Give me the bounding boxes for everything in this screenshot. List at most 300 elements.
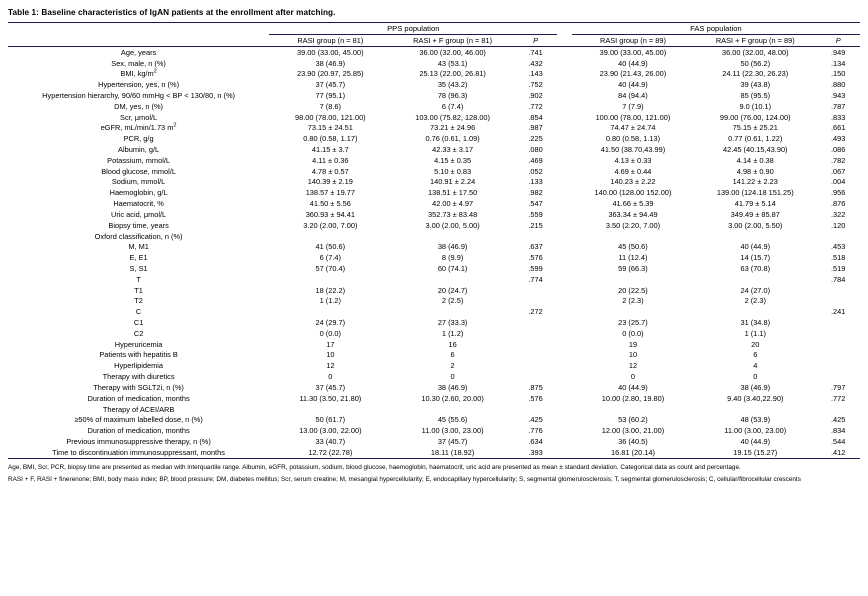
group-header-row [8, 23, 860, 35]
row-label: Patients with hepatitis B [99, 350, 178, 360]
table-row [8, 68, 860, 79]
table-footnotes [8, 463, 860, 485]
row-cell: 13.00 (3.00, 22.00) [299, 426, 362, 436]
row-cell: 10.30 (2.60, 20.00) [421, 393, 484, 403]
row-label: Sex, male, n (%) [111, 58, 166, 68]
row-cell: 98.00 (78.00, 121.00) [294, 112, 366, 122]
row-cell: .834 [831, 426, 846, 436]
row-cell: 1 (1.1) [744, 328, 766, 338]
column-header-row [8, 35, 860, 47]
row-cell-spacer [557, 317, 572, 328]
row-label: C [135, 307, 142, 317]
row-cell: 73.21 ± 24.96 [430, 123, 476, 133]
group-header-blank [8, 23, 269, 35]
table-row [8, 404, 860, 415]
row-cell [694, 404, 816, 415]
row-cell: .150 [831, 69, 846, 79]
row-cell [514, 285, 558, 296]
row-cell [391, 306, 513, 317]
row-cell: .949 [831, 47, 846, 57]
row-cell-spacer [557, 447, 572, 458]
row-cell: 31 (34.8) [740, 318, 771, 328]
row-cell: .787 [831, 101, 846, 111]
row-cell: 20 (24.7) [437, 285, 468, 295]
row-label: Uric acid, μmol/L [110, 209, 167, 219]
row-label: Therapy of ACEI/ARB [102, 404, 175, 414]
row-cell: .412 [816, 447, 860, 458]
row-cell: 45 (55.6) [437, 415, 468, 425]
row-cell [514, 404, 558, 415]
table-row [8, 425, 860, 436]
row-cell: .120 [831, 220, 846, 230]
row-cell-spacer [557, 90, 572, 101]
row-label: E, E1 [129, 253, 148, 263]
row-cell-spacer [557, 133, 572, 144]
row-cell: 84 (94.4) [618, 90, 648, 100]
row-cell-spacer [557, 296, 572, 307]
row-cell-spacer [557, 285, 572, 296]
row-cell: .518 [831, 253, 846, 263]
row-cell: 17 [326, 339, 335, 349]
row-label: Hyperuricemia [114, 339, 163, 349]
row-cell: .634 [528, 436, 543, 446]
row-cell: 77 (95.1) [315, 90, 346, 100]
row-cell: .784 [831, 274, 846, 284]
row-cell: .576 [528, 253, 543, 263]
row-cell: 138.51 ± 17.50 [427, 188, 478, 198]
row-label: Hypertension, yes, n (%) [98, 80, 180, 90]
row-label: DM, yes, n (%) [114, 101, 164, 111]
row-cell: 140.00 (128.00 152.00) [594, 188, 672, 198]
row-cell: 103.00 (75.82, 128.00) [415, 112, 491, 122]
row-cell [514, 350, 558, 361]
row-cell: 39.00 (33.00, 45.00) [599, 47, 667, 57]
row-label: T1 [134, 285, 143, 295]
row-cell: 14 (15.7) [740, 253, 771, 263]
row-cell: .432 [528, 58, 543, 68]
row-cell-spacer [557, 112, 572, 123]
row-cell: 140.23 ± 2.22 [610, 177, 656, 187]
row-cell [269, 231, 391, 242]
row-cell: 73.15 ± 24.51 [307, 123, 353, 133]
row-cell: 36 (40.5) [618, 436, 648, 446]
row-cell: 0.77 (0.61, 1.22) [728, 134, 783, 144]
table-row [8, 296, 860, 307]
table-row [8, 79, 860, 90]
row-label: Therapy with SGLT2i, n (%) [93, 382, 184, 392]
col-header-spacer [557, 35, 572, 47]
row-cell: .875 [528, 382, 543, 392]
table-row [8, 371, 860, 382]
row-cell: .797 [831, 382, 846, 392]
table-row [8, 350, 860, 361]
row-cell: .776 [528, 426, 543, 436]
row-cell: 41.50 (38.70,43.99) [600, 145, 666, 155]
footnote-1: Age, BMI, Scr, PCR, biopsy time are presented as median with interquartile range. Albumin, eGFR, potassium, sodium, blood glucose, haemoglobin, haematocrit, uric acid are presented as mean ± standard deviation. Categorical data as count and percentage. [8, 463, 741, 471]
row-cell: 19 [628, 339, 638, 349]
row-label: S, S1 [129, 263, 148, 273]
row-cell: .393 [514, 447, 558, 458]
table-body [8, 23, 860, 459]
table-row [8, 187, 860, 198]
row-cell: 42.45 (40.15,43.90) [723, 145, 788, 155]
row-cell-spacer [557, 144, 572, 155]
row-cell [572, 306, 694, 317]
table-row [8, 317, 860, 328]
row-cell: 2 (2.3) [744, 296, 766, 306]
row-cell: 75.15 ± 25.21 [732, 123, 778, 133]
table-row [8, 209, 860, 220]
row-cell: 0.80 (0.58, 1.17) [303, 134, 358, 144]
row-cell: .004 [831, 177, 846, 187]
row-cell: 0.80 (0.58, 1.13) [605, 134, 661, 144]
row-cell: 11.00 (3.00, 23.00) [421, 426, 484, 436]
row-cell: 10 [628, 350, 638, 360]
row-cell [572, 231, 694, 242]
row-cell: 37 (45.7) [315, 80, 346, 90]
row-cell: 37 (45.7) [315, 382, 346, 392]
row-cell: 12 [326, 361, 335, 371]
row-cell: 3.00 (2.00, 5.50) [728, 220, 783, 230]
row-cell-spacer [557, 187, 572, 198]
row-cell: 349.49 ± 85.87 [730, 209, 780, 219]
table-row [8, 46, 860, 57]
row-cell: 4.78 ± 0.57 [311, 166, 349, 176]
row-label: Scr, μmol/L [120, 112, 158, 122]
table-row [8, 436, 860, 447]
row-cell: 3.20 (2.00, 7.00) [303, 220, 358, 230]
row-cell: 38 (46.9) [740, 382, 771, 392]
row-cell [816, 404, 860, 415]
row-cell [816, 285, 860, 296]
row-cell [514, 317, 558, 328]
row-cell: 23.90 (21.43, 26.00) [599, 69, 667, 79]
row-cell: 140.91 ± 2.24 [430, 177, 476, 187]
row-cell: 1 (1.2) [319, 296, 341, 306]
row-cell: .544 [831, 436, 846, 446]
row-cell: 139.00 (124.18 151.25) [716, 188, 794, 198]
row-cell-spacer [557, 58, 572, 69]
row-cell: 45 (50.6) [618, 242, 648, 252]
row-cell: 140.39 ± 2.19 [307, 177, 353, 187]
row-label: C1 [133, 318, 144, 328]
col-header-fas-rasi: RASI group (n = 89) [572, 35, 694, 47]
table-row [8, 382, 860, 393]
table-row [8, 285, 860, 296]
row-cell: .982 [528, 188, 543, 198]
row-cell [391, 231, 513, 242]
row-cell: 4.15 ± 0.35 [434, 155, 472, 165]
row-cell-spacer [557, 155, 572, 166]
row-cell-spacer [557, 241, 572, 252]
row-cell: 41.15 ± 3.7 [311, 145, 349, 155]
table-row [8, 393, 860, 404]
row-cell: .133 [528, 177, 543, 187]
row-cell: 0.76 (0.61, 1.09) [425, 134, 480, 144]
row-cell: 4.14 ± 0.38 [736, 155, 774, 165]
row-cell: 10 [326, 350, 335, 360]
row-label: Haemoglobin, g/L [109, 188, 168, 198]
table-row [8, 241, 860, 252]
row-cell-spacer [557, 68, 572, 79]
table-row [8, 166, 860, 177]
row-label: ≥50% of maximum labelled dose, n (%) [74, 415, 203, 425]
row-cell: .322 [831, 209, 846, 219]
row-cell: 4.69 ± 0.44 [614, 166, 652, 176]
row-cell: 74.47 ± 24.74 [610, 123, 656, 133]
row-cell: 85 (95.5) [740, 90, 771, 100]
row-cell [391, 274, 513, 285]
row-cell-spacer [557, 263, 572, 274]
row-cell [514, 339, 558, 350]
row-cell: .272 [528, 307, 543, 317]
row-cell: 5.10 ± 0.83 [434, 166, 472, 176]
row-cell: 4.13 ± 0.33 [614, 155, 652, 165]
row-cell: 38 (46.9) [315, 58, 346, 68]
row-cell: 39 (43.8) [740, 80, 771, 90]
row-label: PCR, g/g [123, 134, 154, 144]
row-label: T2 [134, 296, 143, 306]
row-cell [269, 306, 391, 317]
row-cell: 0 [630, 372, 636, 382]
row-cell: 0 (0.0) [622, 328, 644, 338]
row-label: Haematocrit, % [113, 199, 164, 209]
row-cell-spacer [557, 414, 572, 425]
row-cell [816, 317, 860, 328]
row-cell [572, 274, 694, 285]
row-cell [514, 328, 558, 339]
row-cell: 24 (27.0) [740, 285, 771, 295]
row-cell [514, 231, 558, 242]
row-cell: .453 [831, 242, 846, 252]
row-cell: .772 [831, 393, 846, 403]
row-cell: .774 [528, 274, 543, 284]
row-cell: 11.00 (3.00, 23.00) [724, 426, 787, 436]
row-cell: 33 (40.7) [315, 436, 346, 446]
row-cell: 50 (56.2) [740, 58, 771, 68]
row-cell-spacer [557, 360, 572, 371]
row-cell: .225 [528, 134, 543, 144]
col-header-pps-rasi-f: RASI + F group (n = 81) [391, 35, 513, 47]
row-cell: .067 [831, 166, 846, 176]
row-cell: 37 (45.7) [437, 436, 468, 446]
table-row [8, 328, 860, 339]
table-caption: Table 1: Baseline characteristics of IgAN patients at the enrollment after matching. [8, 8, 336, 17]
row-cell: 39.00 (33.00, 45.00) [297, 47, 364, 57]
row-cell: 9.40 (3.40,22.90) [727, 393, 784, 403]
row-cell: 7 (7.9) [622, 101, 644, 111]
col-header-fas-p: P [816, 35, 860, 47]
row-cell: 41.66 ± 5.39 [612, 199, 654, 209]
row-cell: .086 [831, 145, 846, 155]
row-label: eGFR, mL/min/1.73 $m^2$ [100, 122, 177, 133]
row-cell-spacer [557, 339, 572, 350]
row-cell: .519 [831, 263, 846, 273]
row-cell: .833 [831, 112, 846, 122]
col-header-pps-p: P [514, 35, 558, 47]
row-label: M, M1 [128, 242, 149, 252]
row-cell: .772 [528, 101, 543, 111]
table-row [8, 155, 860, 166]
table-row [8, 177, 860, 188]
row-cell-spacer [557, 382, 572, 393]
row-cell: 16.81 (20.14) [572, 447, 694, 458]
row-cell: .469 [528, 155, 543, 165]
row-cell: 41.79 ± 5.14 [734, 199, 776, 209]
table-row [8, 339, 860, 350]
row-cell: 9.0 (10.1) [739, 101, 772, 111]
row-cell: .493 [831, 134, 846, 144]
col-header-pps-rasi: RASI group (n = 81) [269, 35, 391, 47]
row-label: Duration of medication, months [87, 393, 190, 403]
row-cell: .956 [831, 188, 846, 198]
row-cell: 3.00 (2.00, 5.00) [425, 220, 480, 230]
row-cell-spacer [557, 101, 572, 112]
row-label: Oxford classification, n (%) [94, 231, 183, 241]
row-label: Hyperlipidemia [114, 361, 164, 371]
row-cell: 0 [328, 372, 333, 382]
table-row [8, 101, 860, 112]
row-cell: 78 (96.3) [437, 90, 468, 100]
row-cell: 100.00 (78.00, 121.00) [595, 112, 671, 122]
row-cell: 4.98 ± 0.90 [736, 166, 774, 176]
table-row [8, 360, 860, 371]
row-cell: 19.15 (15.27) [694, 447, 816, 458]
row-cell: .943 [831, 90, 846, 100]
row-cell: 36.00 (32.00, 46.00) [419, 47, 486, 57]
row-cell: 18.11 (18.92) [391, 447, 513, 458]
row-cell: 0 (0.0) [319, 328, 341, 338]
row-cell: 23 (25.7) [618, 318, 648, 328]
row-cell: .599 [528, 263, 543, 273]
row-cell-spacer [557, 436, 572, 447]
row-label: C2 [133, 328, 144, 338]
row-cell: .215 [528, 220, 543, 230]
row-label: Albumin, g/L [118, 145, 160, 155]
footnote-2: RASI + F, RASI + finerenone; BMI, body mass index; BP, blood pressure; DM, diabetes mellitus; Scr, serum creatine; M, mesangial hypercellularity; E, endocapillary hypercellularity; S, segmental glomerulosclerosis; T, segmental glomerulosclerosis; C, cellular/fibrocellular crescents [8, 476, 801, 483]
row-label: Potassium, mmol/L [107, 155, 170, 165]
row-cell-spacer [557, 220, 572, 231]
row-cell: 11 (12.4) [618, 253, 648, 263]
row-cell: .241 [831, 307, 846, 317]
table-row [8, 263, 860, 274]
row-cell-spacer [557, 79, 572, 90]
table-row [8, 220, 860, 231]
row-cell [572, 404, 694, 415]
row-cell: .425 [831, 415, 846, 425]
row-cell-spacer [557, 425, 572, 436]
row-cell [269, 274, 391, 285]
row-cell: 41 (50.6) [315, 242, 346, 252]
row-cell: 50 (61.7) [315, 415, 346, 425]
row-cell: 18 (22.2) [315, 285, 346, 295]
row-cell-spacer [557, 350, 572, 361]
row-cell: 38 (46.9) [437, 382, 468, 392]
row-label: BMI, $kg/m^2$ [120, 68, 157, 79]
row-cell: 10.00 (2.80, 19.80) [601, 393, 665, 403]
row-cell: 40 (44.9) [740, 436, 771, 446]
table-row [8, 90, 860, 101]
row-cell: 25.13 (22.00, 26.81) [419, 69, 486, 79]
row-cell [514, 371, 558, 382]
row-cell: 48 (53.9) [740, 415, 771, 425]
row-cell [694, 306, 816, 317]
row-cell: 60 (74.1) [437, 263, 468, 273]
row-cell: 2 [450, 361, 455, 371]
row-cell: 138.57 ± 19.77 [305, 188, 355, 198]
group-header-spacer [557, 23, 572, 35]
row-cell: 41.50 ± 5.56 [309, 199, 351, 209]
row-cell: 35 (43.2) [437, 80, 468, 90]
table-row [8, 144, 860, 155]
row-cell [816, 350, 860, 361]
row-cell: 1 (1.2) [441, 328, 464, 338]
table-row [8, 414, 860, 425]
row-cell: .052 [528, 166, 543, 176]
row-cell: 363.34 ± 94.49 [608, 209, 658, 219]
row-cell: 20 [751, 339, 760, 349]
table-row [8, 123, 860, 134]
table-row [8, 447, 860, 458]
row-label: Therapy with diuretics [102, 372, 175, 382]
row-cell: 4.11 ± 0.36 [312, 155, 349, 165]
row-cell: .741 [528, 47, 543, 57]
row-cell-spacer [557, 46, 572, 57]
row-cell: 40 (44.9) [618, 80, 648, 90]
row-cell: .987 [528, 123, 543, 133]
row-cell: 7 (8.6) [319, 101, 341, 111]
row-cell: 3.50 (2.20, 7.00) [605, 220, 661, 230]
row-cell: .880 [831, 80, 846, 90]
row-cell: 6 [450, 350, 455, 360]
row-cell: 40 (44.9) [618, 382, 648, 392]
row-label: Time to discontinuation immunosuppressant, months [8, 447, 269, 458]
row-cell [816, 328, 860, 339]
table-row [8, 133, 860, 144]
row-cell: 12.72 (22.78) [269, 447, 391, 458]
row-cell-spacer [557, 306, 572, 317]
row-cell [694, 231, 816, 242]
row-cell: 352.73 ± 83.48 [427, 209, 478, 219]
row-label: T [136, 274, 141, 284]
row-cell: .547 [528, 199, 543, 209]
row-cell: 141.22 ± 2.23 [732, 177, 778, 187]
row-cell: .782 [831, 155, 846, 165]
row-cell: 99.00 (76.00, 124.00) [719, 112, 791, 122]
row-cell: .637 [528, 242, 543, 252]
row-cell [391, 404, 513, 415]
row-cell: 6 [753, 350, 758, 360]
row-cell: 24.11 (22.30, 26.23) [722, 69, 789, 79]
row-label: Hypertension hierarchy, 90/60 mmHg < BP < 130/80, n (%) [42, 90, 235, 100]
row-label: Blood glucose, mmol/L [101, 166, 176, 176]
row-cell: 36.00 (32.00, 48.00) [721, 47, 789, 57]
row-cell: .576 [528, 393, 543, 403]
row-cell-spacer [557, 231, 572, 242]
row-cell: 2 (2.5) [441, 296, 464, 306]
row-cell: 2 (2.3) [622, 296, 644, 306]
row-cell-spacer [557, 166, 572, 177]
row-cell: 12 [628, 361, 638, 371]
row-cell: .559 [528, 209, 543, 219]
row-cell: 53 (60.2) [618, 415, 648, 425]
row-cell-spacer [557, 274, 572, 285]
row-cell: 0 [450, 372, 455, 382]
row-cell: 59 (66.3) [618, 263, 648, 273]
row-cell: 8 (9.9) [441, 253, 464, 263]
row-cell: 20 (22.5) [618, 285, 648, 295]
table-row [8, 231, 860, 242]
